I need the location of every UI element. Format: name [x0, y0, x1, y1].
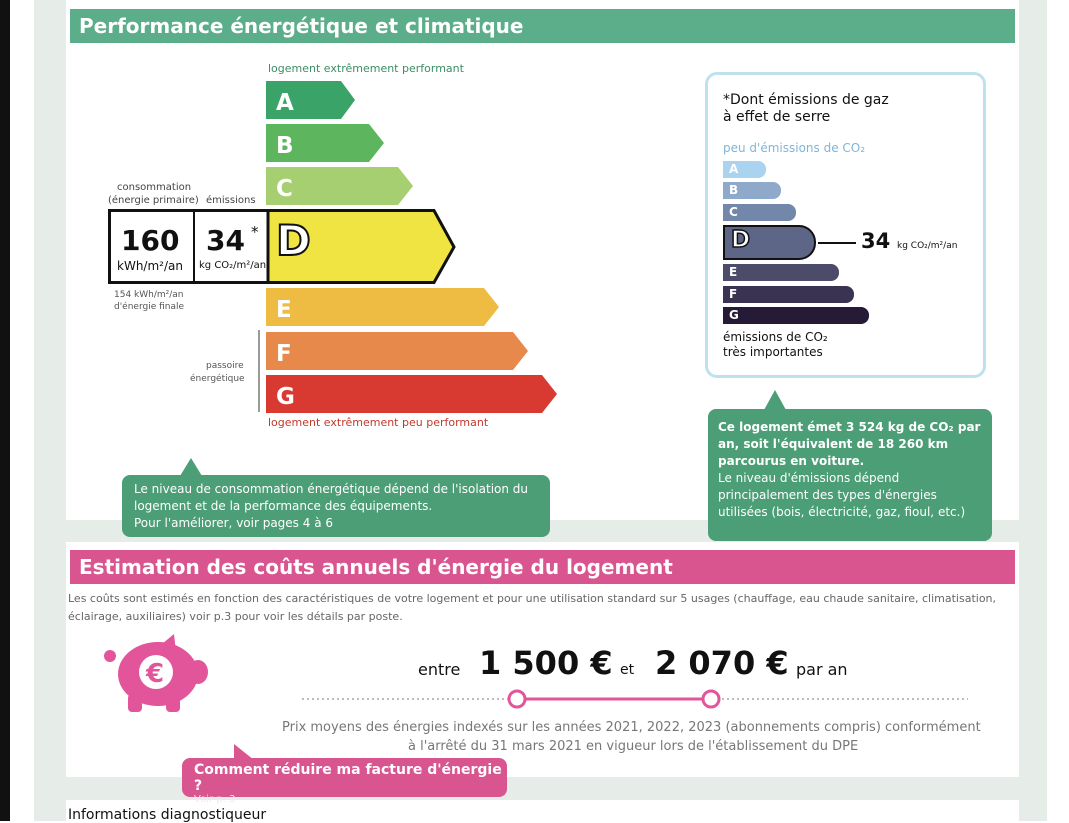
class-a-letter: A	[276, 90, 294, 116]
co2-unit: kg CO₂/m²/an	[897, 241, 958, 251]
co2-current-class-letter: D	[731, 227, 751, 253]
left-bubble-pointer	[180, 458, 202, 476]
costs-intro-line-1: Les coûts sont estimés en fonction des caractéristiques de votre logement et pour une utilisation standard sur 5 usages (chauffage, eau chaude sanitaire, climatisation,	[68, 592, 997, 605]
high-range-marker	[703, 691, 719, 707]
class-g-bar	[266, 375, 557, 413]
emissions-info-line-1: Ce logement émet 3 524 kg de CO₂ par	[718, 420, 981, 434]
left-edge	[0, 0, 10, 821]
high-cost-value: 2 070 €	[655, 644, 789, 682]
co2-class-e-bar	[723, 264, 839, 281]
emissions-info-bubble	[708, 409, 992, 541]
high-emissions-label-2: très importantes	[723, 345, 823, 359]
passoire-bracket	[258, 330, 260, 412]
co2-class-a-bar	[723, 161, 766, 178]
emissions-info-line-6: utilisées (bois, électricité, gaz, fioul, etc.)	[718, 505, 966, 519]
costs-section-title: Estimation des coûts annuels d'énergie du logement	[70, 550, 1015, 584]
low-cost-value: 1 500 €	[479, 644, 613, 682]
primary-energy-label: (énergie primaire)	[108, 195, 199, 206]
co2-class-f-bar	[723, 286, 854, 303]
emissions-label: émissions	[206, 195, 256, 206]
low-emissions-label: peu d'émissions de CO₂	[723, 141, 866, 155]
class-g-letter: G	[276, 384, 295, 410]
co2-class-c-bar	[723, 204, 796, 221]
cost-range-slider	[300, 688, 970, 712]
emissions-info-line-4: Le niveau d'émissions dépend	[718, 471, 900, 485]
class-e-letter: E	[276, 297, 292, 323]
passoire-label-1: passoire	[206, 361, 244, 371]
piggy-bank-icon	[102, 632, 208, 714]
class-e-bar	[266, 288, 499, 326]
price-note-line-1: Prix moyens des énergies indexés sur les années 2021, 2022, 2023 (abonnements compris) conformément	[282, 720, 981, 735]
emissions-unit: kg CO₂/m²/an	[199, 260, 267, 271]
consumption-info-line-2: logement et de la performance des équipements.	[134, 499, 433, 513]
euro-symbol: €	[146, 659, 165, 689]
emissions-star: *	[251, 223, 259, 241]
co2-class-g-letter: G	[729, 308, 739, 322]
co2-class-b-letter: B	[729, 183, 739, 197]
class-c-letter: C	[276, 176, 293, 202]
co2-value: 34	[861, 229, 891, 253]
class-f-bar	[266, 332, 528, 370]
word-and: et	[620, 662, 635, 678]
consumption-label: consommation	[117, 182, 192, 193]
emissions-value: 34	[206, 224, 245, 257]
consumption-value: 160	[121, 224, 180, 257]
final-energy-label: d'énergie finale	[114, 302, 185, 312]
emissions-panel-title-1: *Dont émissions de gaz	[723, 92, 889, 108]
costs-intro-line-2: éclairage, auxiliaires) voir p.3 pour voir les détails par poste.	[68, 610, 403, 623]
emissions-info-line-3: parcourus en voiture.	[718, 454, 865, 468]
diagnostician-section-title: Informations diagnostiqueur	[68, 807, 267, 823]
word-between: entre	[418, 660, 461, 679]
high-emissions-label-1: émissions de CO₂	[723, 330, 828, 344]
top-performance-label: logement extrêmement performant	[268, 62, 464, 75]
reduce-bill-label: Comment réduire ma facture d'énergie ?	[194, 762, 502, 794]
emissions-panel-title-2: à effet de serre	[723, 109, 831, 125]
price-note-line-2: à l'arrêté du 31 mars 2021 en vigueur lors de l'établissement du DPE	[408, 739, 859, 754]
consumption-info-line-3: Pour l'améliorer, voir pages 4 à 6	[134, 516, 334, 530]
emissions-info-line-5: principalement des types d'énergies	[718, 488, 937, 502]
emissions-info-line-2: an, soit l'équivalent de 18 260 km	[718, 437, 949, 451]
co2-value-leader-line	[818, 242, 856, 244]
co2-class-f-letter: F	[729, 287, 738, 301]
consumption-unit: kWh/m²/an	[117, 259, 183, 273]
co2-class-g-bar	[723, 307, 869, 324]
consumption-info-line-1: Le niveau de consommation énergétique dépend de l'isolation du	[134, 482, 529, 496]
final-energy-value: 154 kWh/m²/an	[114, 290, 184, 300]
reduce-bill-page-ref: Voir p. 3	[194, 794, 236, 805]
consumption-info-bubble	[122, 475, 550, 537]
reduce-bill-button[interactable]	[182, 758, 507, 805]
co2-class-a-letter: A	[729, 162, 739, 176]
bottom-performance-label: logement extrêmement peu performant	[268, 416, 489, 429]
co2-class-b-bar	[723, 182, 781, 199]
performance-section-title: Performance énergétique et climatique	[70, 9, 1015, 43]
right-bubble-pointer	[764, 390, 786, 410]
class-f-letter: F	[276, 341, 292, 367]
co2-class-c-letter: C	[729, 205, 738, 219]
passoire-label-2: énergétique	[190, 374, 245, 384]
class-b-letter: B	[276, 133, 294, 159]
current-class-letter: D	[276, 216, 311, 265]
low-range-marker	[509, 691, 525, 707]
co2-class-e-letter: E	[729, 265, 738, 279]
word-per-year: par an	[796, 660, 848, 679]
